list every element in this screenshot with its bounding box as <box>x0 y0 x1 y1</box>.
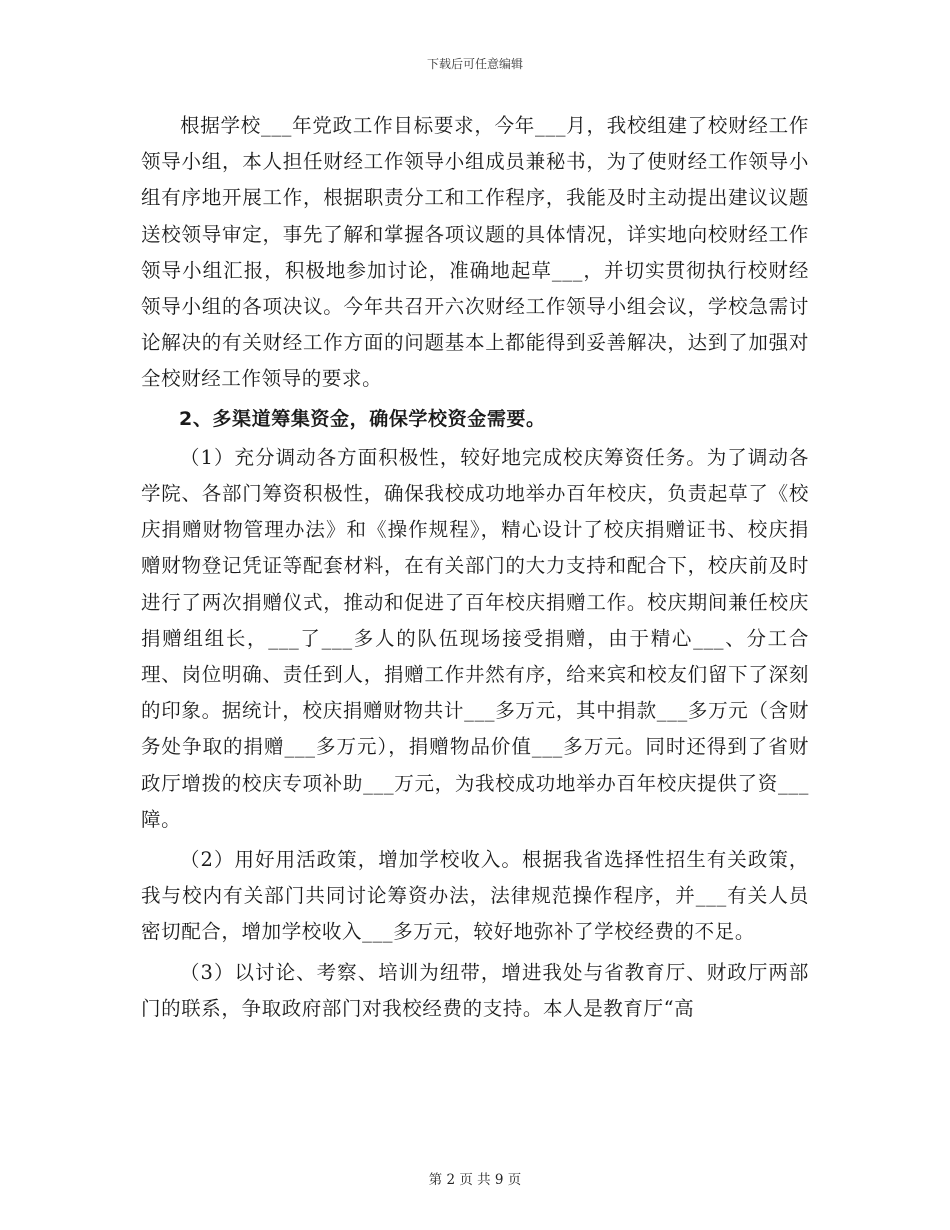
document-body <box>141 108 809 1027</box>
page-number-footer: 第 2 页 共 9 页 <box>428 1172 522 1188</box>
section-heading-fundraising: 2、多渠道筹集资金，确保学校资金需要。 <box>179 407 546 430</box>
paragraph-anniversary-donations: （1）充分调动各方面积极性，较好地完成校庆筹资任务。为了调动各学院、各部门筹资积极性，确保我校成功地举办百年校庆，负责起草了《校庆捐赠财物管理办法》和《操作规程》，精心设计了校庆捐赠证书、校庆捐赠财物登记凭证等配套材料，在有关部门的大力支持和配合下，校庆前及时进行了两次捐赠仪式，推动和促进了百年校庆捐赠工作。校庆期间兼任校庆捐赠组组长，___了___多人的队伍现场接受捐赠，由于精心___、分工合理、岗位明确、责任到人，捐赠工作井然有序，给来宾和校友们留下了深刻的印象。据统计，校庆捐赠财物共计___多万元，其中捐款___多万元（含财务处争取的捐赠___多万元），捐赠物品价值___多万元。同时还得到了省财政厅增拨的校庆专项补助___万元，为我校成功地举办百年校庆提供了资___障。 <box>141 445 809 831</box>
page-header: 下载后可任意编辑 <box>426 57 523 71</box>
paragraph-finance-leadership-group: 根据学校___年党政工作目标要求，今年___月，我校组建了校财经工作领导小组，本人担任财经工作领导小组成员兼秘书，为了使财经工作领导小组有序地开展工作，根据职责分工和工作程序，我能及时主动提出建议议题送校领导审定，事先了解和掌握各项议题的具体情况，详实地向校财经工作领导小组汇报，积极地参加讨论，准确地起草___，并切实贯彻执行校财经领导小组的各项决议。今年共召开六次财经工作领导小组会议，学校急需讨论解决的有关财经工作方面的问题基本上都能得到妥善解决，达到了加强对全校财经工作领导的要求。 <box>141 114 809 391</box>
paragraph-increase-income: （2）用好用活政策，增加学校收入。根据我省选择性招生有关政策，我与校内有关部门共同讨论筹资办法，法律规范操作程序，并___有关人员密切配合，增加学校收入___多万元，较好地弥补了学校经费的不足。 <box>141 848 809 944</box>
paragraph-government-liaison: （3）以讨论、考察、培训为纽带，增进我处与省教育厅、财政厅两部门的联系，争取政府部门对我校经费的支持。本人是教育厅“高 <box>141 960 809 1020</box>
